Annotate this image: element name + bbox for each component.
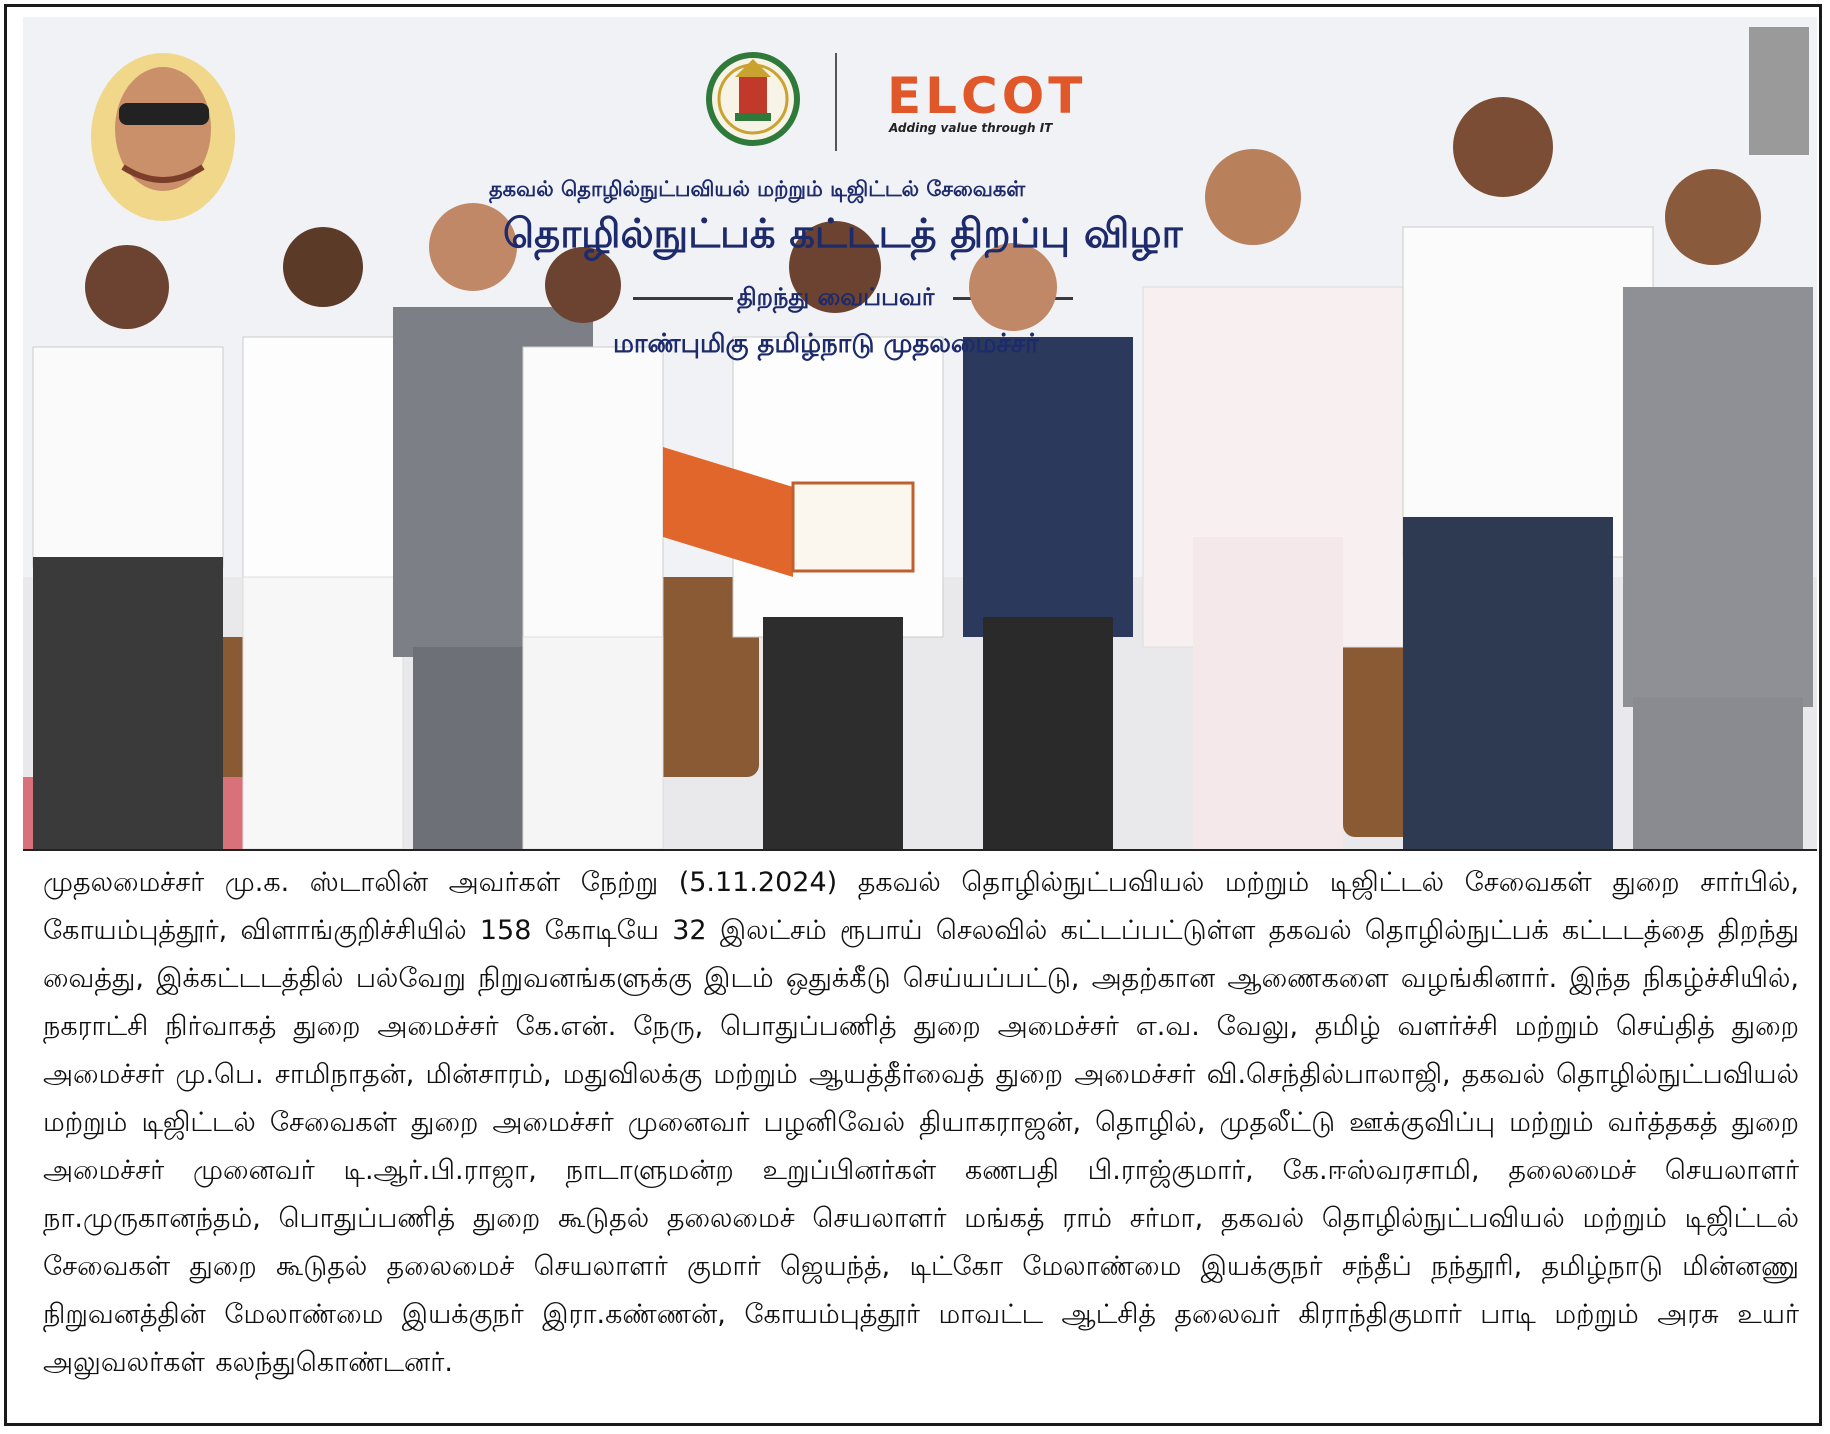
corner-block [1749,27,1809,155]
banner-department-line: தகவல் தொழில்நுட்பவியல் மற்றும் டிஜிட்டல் சேவைகள் [489,177,1026,201]
logo-divider [835,53,837,151]
banner-event-line: தொழில்நுட்பக் கட்டடத் திறப்பு விழா [503,211,1183,257]
elcot-tagline: Adding value through IT [889,121,1053,135]
photo-scene [23,17,1817,849]
portrait-inset [91,53,235,221]
event-photograph [23,17,1817,851]
banner-rule-left [633,297,733,300]
banner-opener-line: திறந்து வைப்பவர் [737,283,935,311]
tamil-nadu-emblem-icon [709,55,797,143]
photo-caption: முதலமைச்சர் மு.க. ஸ்டாலின் அவர்கள் நேற்று (5.11.2024) தகவல் தொழில்நுட்பவியல் மற்றும் டிஜிட்டல் சேவைகள் துறை சார்பில், கோயம்புத்தூர், விளாங்குறிச்சியில் 158 கோடியே 32 இலட்சம் ரூபாய் செலவில் கட்டப்பட்டுள்ள தகவல் தொழில்நுட்பக் கட்டடத்தை திறந்து வைத்து, இக்கட்டடத்தில் பல்வேறு நிறுவனங்களுக்கு இடம் ஒதுக்கீடு செய்யப்பட்டு, அதற்கான ஆணைகளை வழங்கினார். இந்த நிகழ்ச்சியில், நகராட்சி நிர்வாகத் துறை அமைச்சர் கே.என். நேரு, பொதுப்பணித் துறை அமைச்சர் எ.வ. வேலு, தமிழ் வளர்ச்சி மற்றும் செய்தித் துறை அமைச்சர் மு.பெ. சாமிநாதன், மின்சாரம், மதுவிலக்கு மற்றும் ஆயத்தீர்வைத் துறை அமைச்சர் வி.செந்தில்பாலாஜி, தகவல் தொழில்நுட்பவியல் மற்றும் டிஜிட்டல் சேவைகள் துறை அமைச்சர் முனைவர் பழனிவேல் தியாகராஜன், தொழில், முதலீட்டு ஊக்குவிப்பு மற்றும் வர்த்தகத் துறை அமைச்சர் முனைவர் டி.ஆர்.பி.ராஜா, நாடாளுமன்ற உறுப்பினர்கள் கணபதி பி.ராஜ்குமார், கே.ஈஸ்வரசாமி, தலைமைச் செயலாளர் நா.முருகானந்தம், பொதுப்பணித் துறை கூடுதல் தலைமைச் செயலாளர் மங்கத் ராம் சர்மா, தகவல் தொழில்நுட்பவியல் மற்றும் டிஜிட்டல் சேவைகள் துறை கூடுதல் தலைமைச் செயலாளர் குமார் ஜெயந்த், டிட்கோ மேலாண்மை இயக்குநர் சந்தீப் நந்தூரி, தமிழ்நாடு மின்னணு நிறுவனத்தின் மேலாண்மை இயக்குநர் இரா.கண்ணன், கோயம்புத்தூர் மாவட்ட ஆட்சித் தலைவர் கிராந்திகுமார் பாடி மற்றும் அரசு உயர் அலுவலர்கள் கலந்துகொண்டனர். [43,867,1799,1378]
elcot-logo: ELCOT [887,67,1087,125]
press-release-frame [4,4,1822,1426]
banner-honorific-line: மாண்புமிகு தமிழ்நாடு முதலமைச்சர் [613,329,1039,359]
